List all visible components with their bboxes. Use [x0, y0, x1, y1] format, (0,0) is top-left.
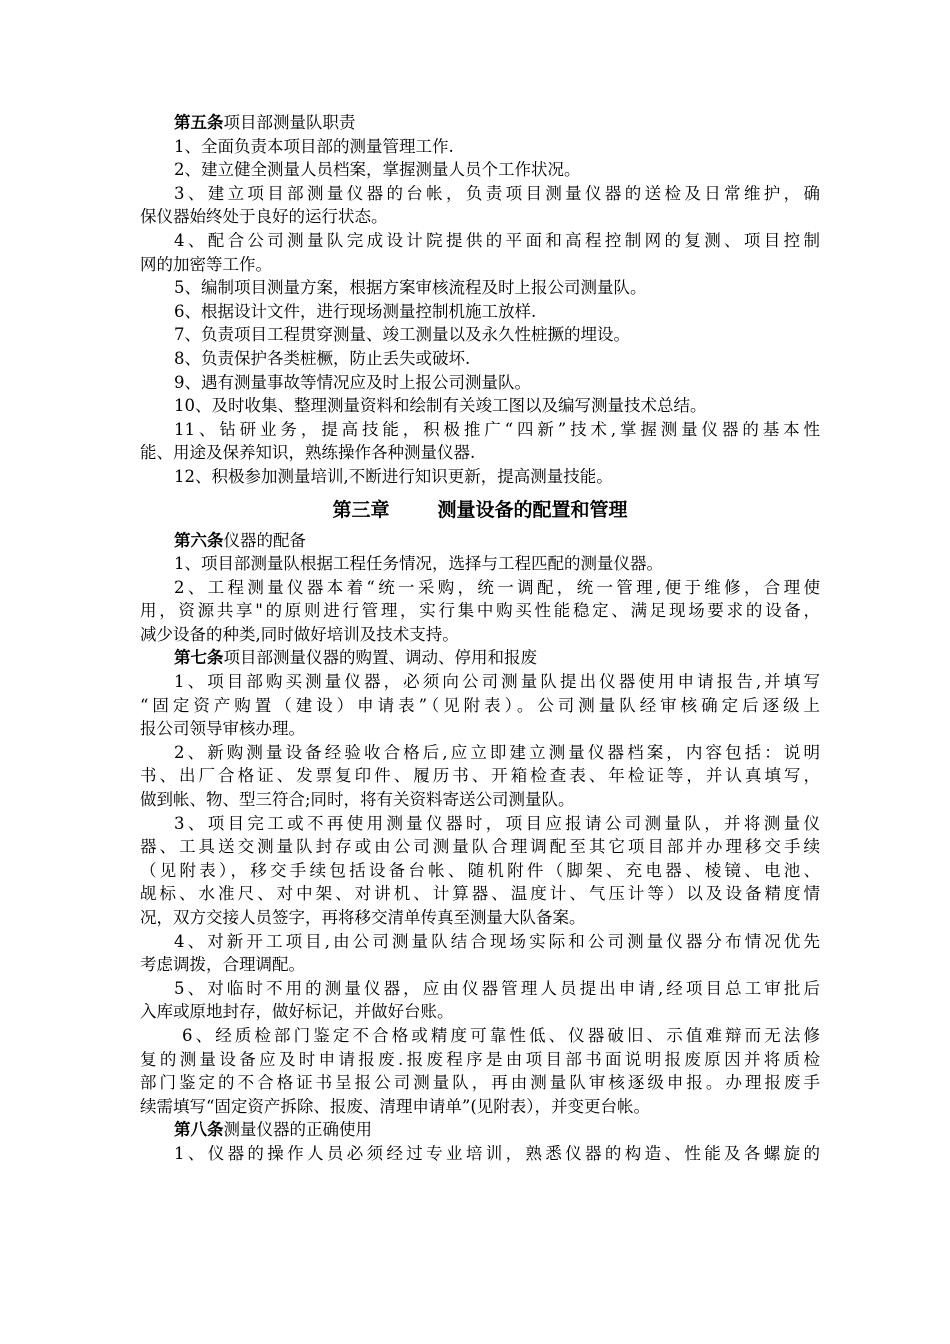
- article7-item6-line3: 部门鉴定的不合格证书呈报公司测量队，再由测量队审核逐级申报。办理报废手: [140, 1073, 820, 1093]
- article6-item1: 1、项目部测量队根据工程任务情况，选择与工程匹配的测量仪器。: [174, 554, 663, 574]
- article7-item1-line3: 报公司领导审核办理。: [140, 719, 305, 739]
- article5-item6: 6、根据设计文件，进行现场测量控制机施工放样.: [174, 301, 537, 321]
- article5-item8: 8、负责保护各类桩橛，防止丢失或破坏.: [174, 348, 471, 368]
- article5-item4-line2: 网的加密等工作。: [140, 254, 272, 274]
- article7-item3-line4: 觇标、水准尺、对中架、对讲机、计算器、温度计、气压计等）以及设备精度情: [140, 884, 820, 904]
- article7-item1-line1: 1、项目部购买测量仪器，必须向公司测量队提出仪器使用申请报告,并填写: [174, 672, 820, 692]
- article6-number: 第六条: [174, 530, 224, 550]
- article5-item11-line1: 11、钻研业务，提高技能，积极推广“四新”技术,掌握测量仪器的基本性: [174, 419, 820, 439]
- article8-heading: [140, 1118, 820, 1142]
- article7-item6-line2: 复的测量设备应及时申请报废.报废程序是由项目部书面说明报废原因并将质检: [140, 1049, 820, 1069]
- article7-item3-line3: （见附表），移交手续包括设备台帐、随机附件（脚架、充电器、棱镜、电池、: [140, 860, 820, 880]
- chapter3-number: 第三章: [332, 498, 390, 521]
- article7-item3-line5: 况，双方交接人员签字，再将移交清单传真至测量大队备案。: [140, 908, 586, 927]
- article7-item6-line1: 6、经质检部门鉴定不合格或精度可靠性低、仪器破旧、示值难辩而无法修: [182, 1025, 820, 1045]
- article5-item11-line2: 能、用途及保养知识，熟练操作各种测量仪器.: [140, 443, 476, 463]
- article6-item2-line3: 减少设备的种类,同时做好培训及技术支持。: [140, 624, 459, 644]
- article7-item6-line4: 续需填写“固定资产拆除、报废、清理申请单”(见附表），并变更台帐。: [140, 1096, 651, 1116]
- chapter3-title: 测量设备的配置和管理: [437, 498, 628, 521]
- article5-number: 第五条: [174, 113, 224, 132]
- article5-item10: 10、及时收集、整理测量资料和绘制有关竣工图以及编写测量技术总结。: [174, 396, 707, 416]
- article8-item1-line1: 1、仪器的操作人员必须经过专业培训，熟悉仪器的构造、性能及各螺旋的: [174, 1143, 820, 1163]
- article5-item1: 1、全面负责本项目部的测量管理工作.: [174, 136, 454, 156]
- article5-item3-line1: 3、建立项目部测量仪器的台帐，负责项目测量仪器的送检及日常维护，确: [174, 183, 820, 203]
- article7-item3-line1: 3、项目完工或不再使用测量仪器时，项目应报请公司测量队，并将测量仪: [174, 813, 820, 833]
- article5-title: 项目部测量队职责: [223, 113, 356, 132]
- article5-item4-line1: 4、配合公司测量队完成设计院提供的平面和高程控制网的复测、项目控制: [174, 230, 820, 250]
- document-page: [140, 111, 820, 1166]
- article5-item2: 2、建立健全测量人员档案，掌握测量人员个工作状况。: [174, 160, 581, 180]
- article7-item5-line2: 入库或原地封存，做好标记，并做好台账。: [140, 1002, 454, 1022]
- article6-item2-line1: 2、工程测量仪器本着“统一采购，统一调配，统一管理,便于维修，合理使: [174, 577, 820, 597]
- article7-item4-line2: 考虑调拨，合理调配。: [140, 955, 305, 975]
- article5-item7: 7、负责项目工程贯穿测量、竣工测量以及永久性桩撅的埋设。: [174, 325, 630, 345]
- article6-item2-line2: 用，资源共享"的原则进行管理，实行集中购买性能稳定、满足现场要求的设备，: [140, 601, 820, 621]
- article8-title: 测量仪器的正确使用: [223, 1120, 372, 1140]
- article6-heading: [140, 529, 820, 553]
- article7-item1-line2: “固定资产购置（建设）申请表”（见附表）。公司测量队经审核确定后逐级上: [140, 695, 820, 715]
- article7-number: 第七条: [174, 648, 224, 668]
- article7-item2-line3: 做到帐、物、型三符合;同时，将有关资料寄送公司测量队。: [140, 790, 575, 810]
- article5-item12: 12、积极参加测量培训,不断进行知识更新，提高测量技能。: [174, 466, 613, 486]
- article5-item9: 9、遇有测量事故等情况应及时上报公司测量队。: [174, 372, 531, 392]
- article7-item2-line2: 书、出厂合格证、发票复印件、履历书、开箱检查表、年检证等，并认真填写，: [140, 766, 820, 786]
- article7-title: 项目部测量仪器的购置、调动、停用和报废: [223, 648, 537, 668]
- article6-title: 仪器的配备: [223, 530, 306, 550]
- article7-item2-line1: 2、新购测量设备经验收合格后,应立即建立测量仪器档案，内容包括：说明: [174, 742, 820, 762]
- article7-item4-line1: 4、对新开工项目,由公司测量队结合现场实际和公司测量仪器分布情况优先: [174, 931, 820, 951]
- article8-number: 第八条: [174, 1120, 224, 1140]
- article5-item3-line2: 保仪器始终处于良好的运行状态。: [140, 207, 388, 227]
- chapter3-heading: [140, 493, 820, 527]
- article7-item5-line1: 5、对临时不用的测量仪器，应由仪器管理人员提出申请,经项目总工审批后: [174, 978, 820, 998]
- article5-heading: [140, 111, 820, 135]
- article7-heading: [140, 646, 820, 670]
- article5-item5: 5、编制项目测量方案，根据方案审核流程及时上报公司测量队。: [174, 278, 647, 298]
- article7-item3-line2: 器、工具送交测量队封存或由公司测量队合理调配至其它项目部并办理移交手续: [140, 837, 820, 857]
